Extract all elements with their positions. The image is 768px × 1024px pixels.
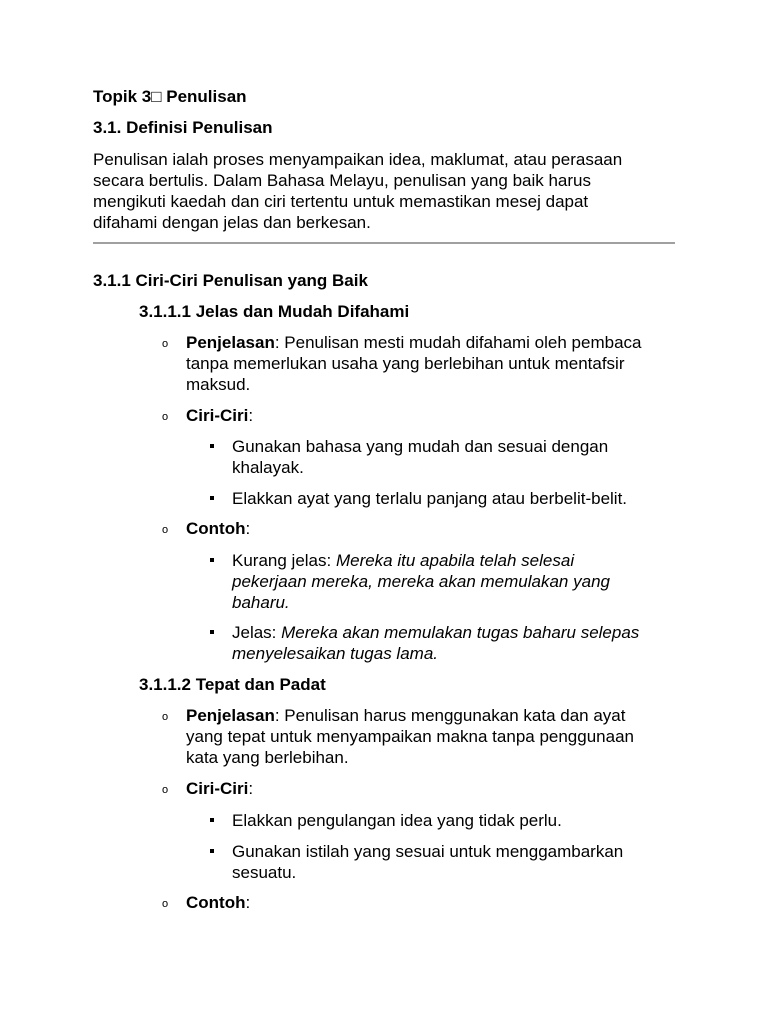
example-text: menyelesaikan tugas lama.	[232, 644, 439, 663]
circle-bullet-icon: o	[162, 338, 169, 350]
topic-title: Topik 3□ Penulisan	[93, 87, 247, 106]
intro-line: secara bertulis. Dalam Bahasa Melayu, penulisan yang baik harus	[93, 171, 591, 190]
list-item	[232, 436, 682, 478]
intro-line: Penulisan ialah proses menyampaikan idea, maklumat, atau perasaan	[93, 150, 623, 169]
list-item-text: Elakkan ayat yang terlalu panjang atau berbelit-belit.	[232, 489, 628, 508]
square-bullet-icon	[210, 558, 214, 562]
example-prefix: Kurang jelas:	[232, 551, 336, 570]
circle-bullet-icon: o	[162, 711, 169, 723]
ciri-label: Ciri-Ciri	[186, 406, 249, 425]
circle-bullet-icon: o	[162, 784, 169, 796]
penjelasan-text: yang tepat untuk menyampaikan makna tanpa penggunaan	[186, 727, 634, 746]
list-item	[232, 622, 682, 664]
contoh-label: Contoh	[186, 893, 246, 912]
example-text: Mereka akan memulakan tugas baharu selepas	[281, 623, 640, 642]
square-bullet-icon	[210, 630, 214, 634]
s1-ciri	[186, 405, 253, 426]
penjelasan-text: tanpa memerlukan usaha yang berlebihan untuk mentafsir	[186, 354, 625, 373]
circle-bullet-icon: o	[162, 524, 169, 536]
s1-penjelasan	[186, 332, 686, 395]
ciri-label: Ciri-Ciri	[186, 779, 249, 798]
list-item-text: sesuatu.	[232, 863, 297, 882]
square-bullet-icon	[210, 818, 214, 822]
s2-penjelasan	[186, 705, 686, 768]
list-item	[232, 488, 682, 509]
circle-bullet-icon: o	[162, 898, 169, 910]
s1-title: 3.1.1.1 Jelas dan Mudah Difahami	[139, 302, 410, 321]
contoh-label: Contoh	[186, 519, 246, 538]
example-text: Mereka itu apabila telah selesai	[335, 551, 575, 570]
horizontal-divider	[93, 242, 675, 244]
intro-paragraph	[93, 149, 673, 233]
square-bullet-icon	[210, 849, 214, 853]
penjelasan-text: : Penulisan harus menggunakan kata dan ayat	[274, 706, 626, 725]
square-bullet-icon	[210, 496, 214, 500]
example-text: pekerjaan mereka, mereka akan memulakan yang	[232, 572, 610, 591]
penjelasan-text: maksud.	[186, 375, 251, 394]
list-item	[232, 550, 682, 613]
penjelasan-text: : Penulisan mesti mudah difahami oleh pembaca	[274, 333, 642, 352]
penjelasan-label: Penjelasan	[186, 706, 275, 725]
list-item-text: Gunakan bahasa yang mudah dan sesuai dengan	[232, 437, 609, 456]
s2-contoh	[186, 892, 250, 913]
list-item	[232, 810, 682, 831]
circle-bullet-icon: o	[162, 411, 169, 423]
penjelasan-label: Penjelasan	[186, 333, 275, 352]
colon: :	[245, 893, 251, 912]
list-item	[232, 841, 682, 883]
colon: :	[248, 406, 254, 425]
colon: :	[248, 779, 254, 798]
list-item-text: khalayak.	[232, 458, 304, 477]
s2-ciri	[186, 778, 253, 799]
list-item-text: Elakkan pengulangan idea yang tidak perlu.	[232, 811, 562, 830]
penjelasan-text: kata yang berlebihan.	[186, 748, 349, 767]
example-text: baharu.	[232, 593, 290, 612]
intro-line: mengikuti kaedah dan ciri tertentu untuk memastikan mesej dapat	[93, 192, 589, 211]
list-item-text: Gunakan istilah yang sesuai untuk menggambarkan	[232, 842, 624, 861]
s2-title: 3.1.1.2 Tepat dan Padat	[139, 675, 326, 694]
square-bullet-icon	[210, 444, 214, 448]
subsection-title: 3.1.1 Ciri-Ciri Penulisan yang Baik	[93, 271, 368, 290]
s1-contoh	[186, 518, 250, 539]
section-title: 3.1. Definisi Penulisan	[93, 118, 273, 137]
example-prefix: Jelas:	[232, 623, 282, 642]
intro-line: difahami dengan jelas dan berkesan.	[93, 213, 371, 232]
colon: :	[245, 519, 251, 538]
